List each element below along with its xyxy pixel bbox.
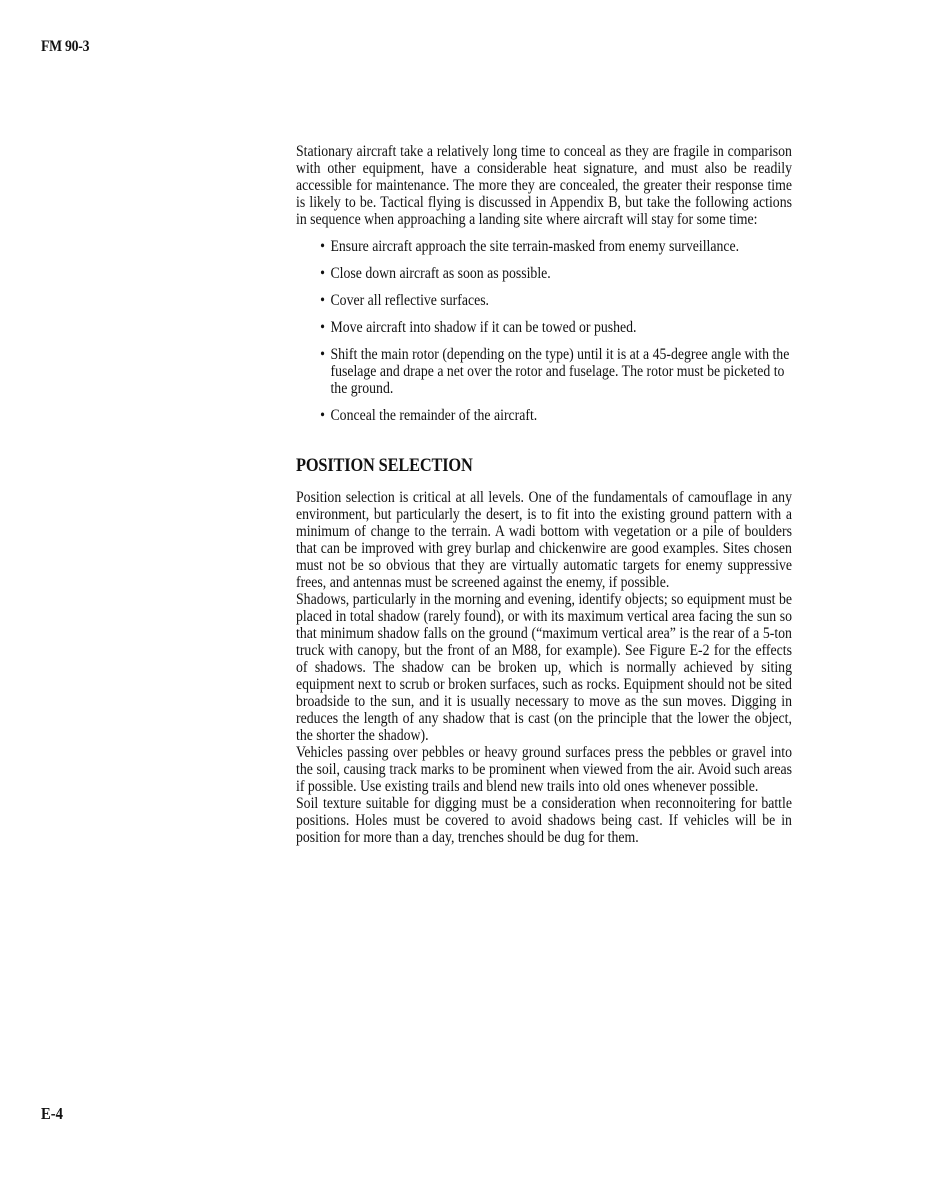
soil-texture-paragraph: Soil texture suitable for digging must be a consideration when reconnoitering for battle positions. Holes must be covered to avoid shadows being cast. If vehicles will be in position for more than a day, trenches should be dug for them. xyxy=(296,795,792,846)
bullet-icon: • xyxy=(320,407,325,424)
vehicle-tracks-paragraph: Vehicles passing over pebbles or heavy ground surfaces press the pebbles or gravel into the soil, causing track marks to be prominent when viewed from the air. Avoid such areas if possible. Use existing trails and blend new trails into old ones whenever possible. xyxy=(296,744,792,795)
aircraft-action-list xyxy=(296,238,792,424)
list-item-text: Conceal the remainder of the aircraft. xyxy=(330,407,538,424)
shadows-paragraph: Shadows, particularly in the morning and evening, identify objects; so equipment must be placed in total shadow (rarely found), or with its maximum vertical area facing the sun so that minimum shadow falls on the ground (“maximum vertical area” is the rear of a 5-ton truck with canopy, but the front of an M88, for example). See Figure E-2 for the effects of shadows. The shadow can be broken up, which is normally achieved by siting equipment next to scrub or broken surfaces, such as rocks. Equipment should not be sited broadside to the sun, and it is usually necessary to move as the sun moves. Digging in reduces the length of any shadow that is cast (on the principle that the lower the object, the shorter the shadow). xyxy=(296,591,792,744)
bullet-icon: • xyxy=(320,319,325,336)
bullet-icon: • xyxy=(320,346,325,363)
bullet-icon: • xyxy=(320,265,325,282)
list-item xyxy=(320,265,792,282)
list-item-text: Move aircraft into shadow if it can be towed or pushed. xyxy=(330,319,637,336)
list-item xyxy=(320,238,792,255)
section-heading: POSITION SELECTION xyxy=(296,455,473,476)
list-item-text: Shift the main rotor (depending on the type) until it is at a 45-degree angle with the fuselage and drape a net over the rotor and fuselage. The rotor must be picketed to the ground. xyxy=(330,346,790,397)
page-number: E-4 xyxy=(41,1104,63,1123)
list-item-text: Cover all reflective surfaces. xyxy=(330,292,490,309)
list-item xyxy=(320,319,792,336)
intro-paragraph: Stationary aircraft take a relatively long time to conceal as they are fragile in comparison with other equipment, have a considerable heat signature, and must also be readily accessible for maintenance. The more they are concealed, the greater their response time is likely to be. Tactical flying is discussed in Appendix B, but take the following actions in sequence when approaching a landing site where aircraft will stay for some time: xyxy=(296,143,792,228)
position-selection-paragraph: Position selection is critical at all levels. One of the fundamentals of camouflage in any environment, but particularly the desert, is to fit into the existing ground pattern with a minimum of change to the terrain. A wadi bottom with vegetation or a pile of boulders that can be improved with grey burlap and chickenwire are good examples. Sites chosen must not be so obvious that they are virtually automatic targets for enemy suppressive frees, and antennas must be screened against the enemy, if possible. xyxy=(296,489,792,591)
list-item xyxy=(320,407,792,424)
list-item-text: Ensure aircraft approach the site terrain-masked from enemy surveillance. xyxy=(330,238,740,255)
text-column xyxy=(296,143,792,846)
list-item-text: Close down aircraft as soon as possible. xyxy=(330,265,551,282)
list-item xyxy=(320,346,792,397)
bullet-icon: • xyxy=(320,238,325,255)
list-item xyxy=(320,292,792,309)
bullet-icon: • xyxy=(320,292,325,309)
page-body xyxy=(296,143,792,846)
manual-id-header: FM 90-3 xyxy=(41,38,90,55)
